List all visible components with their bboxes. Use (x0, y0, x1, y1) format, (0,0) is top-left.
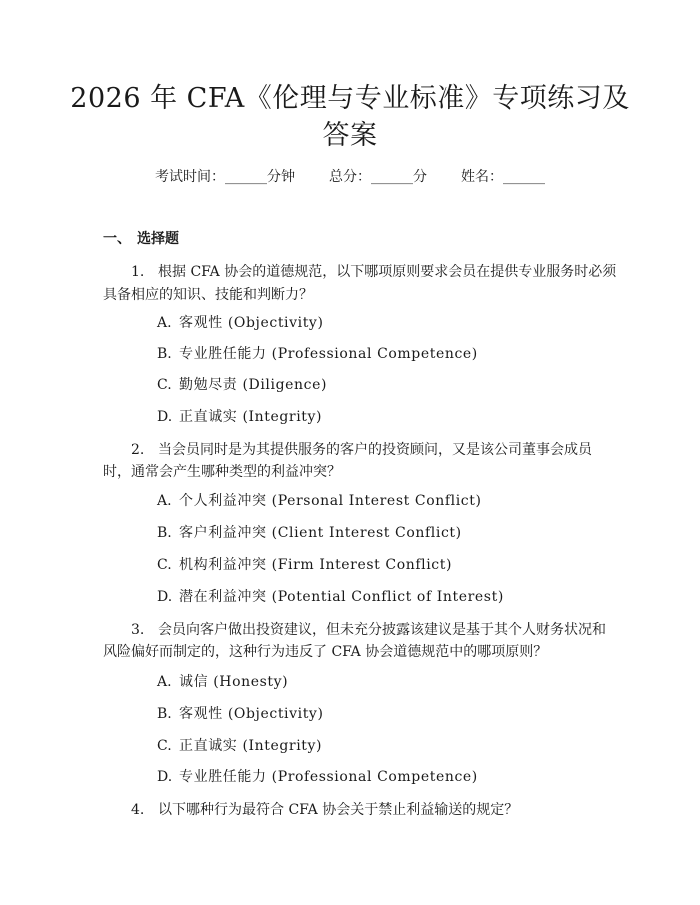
question-3-text-line-1 (131, 619, 631, 641)
question-1-option-d[interactable]: D. 正直诚实 (Integrity) (157, 409, 323, 425)
question-2-text-line-2: 时，通常会产生哪种类型的利益冲突？ (103, 464, 341, 480)
question-2-number: 2. (131, 442, 145, 458)
question-1-option-c[interactable]: C. 勤勉尽责 (Diligence) (157, 377, 328, 393)
question-2-option-c[interactable]: C. 机构利益冲突 (Firm Interest Conflict) (157, 557, 453, 573)
section-number: 一、 (103, 231, 131, 247)
exam-time-label: 考试时间：______分钟 (155, 169, 295, 185)
question-2-option-b[interactable]: B. 客户利益冲突 (Client Interest Conflict) (157, 525, 462, 541)
section-heading (103, 228, 179, 250)
question-2-option-a[interactable]: A. 个人利益冲突 (Personal Interest Conflict) (157, 493, 482, 509)
question-3-option-d[interactable]: D. 专业胜任能力 (Professional Competence) (157, 769, 478, 785)
question-3-number: 3. (131, 622, 145, 638)
question-3-option-a[interactable]: A. 诚信 (Honesty) (157, 674, 289, 690)
exam-meta (0, 166, 700, 188)
document-title-line-1: 2026 年 CFA《伦理与专业标准》专项练习及 (70, 83, 630, 114)
question-3-text-line-2: 风险偏好而制定的，这种行为违反了 CFA 协会道德规范中的哪项原则？ (103, 644, 548, 660)
question-2-option-d[interactable]: D. 潜在利益冲突 (Potential Conflict of Interest) (157, 589, 504, 605)
question-3-stem: 会员向客户做出投资建议，但未充分披露该建议是基于其个人财务状况和 (158, 622, 606, 638)
question-1-text-line-2: 具备相应的知识、技能和判断力？ (103, 287, 313, 303)
question-1-stem: 根据 CFA 协会的道德规范，以下哪项原则要求会员在提供专业服务时必须 (158, 264, 617, 280)
question-3-option-c[interactable]: C. 正直诚实 (Integrity) (157, 738, 323, 754)
section-title: 选择题 (137, 231, 179, 247)
question-4-stem: 以下哪种行为最符合 CFA 协会关于禁止利益输送的规定？ (158, 802, 519, 818)
question-1-text-line-1 (131, 261, 631, 283)
question-3-option-b[interactable]: B. 客观性 (Objectivity) (157, 706, 324, 722)
question-1-option-b[interactable]: B. 专业胜任能力 (Professional Competence) (157, 346, 478, 362)
exam-name-label: 姓名：______ (461, 169, 545, 185)
question-1-number: 1. (131, 264, 145, 280)
exam-score-label: 总分：______分 (329, 169, 427, 185)
document-title-line-2: 答案 (322, 120, 378, 151)
question-2-stem: 当会员同时是为其提供服务的客户的投资顾问，又是该公司董事会成员 (158, 442, 592, 458)
question-1-option-a[interactable]: A. 客观性 (Objectivity) (157, 315, 324, 331)
question-4-number: 4. (131, 802, 145, 818)
question-4-text-line-1 (131, 799, 631, 821)
question-2-text-line-1 (131, 439, 631, 461)
